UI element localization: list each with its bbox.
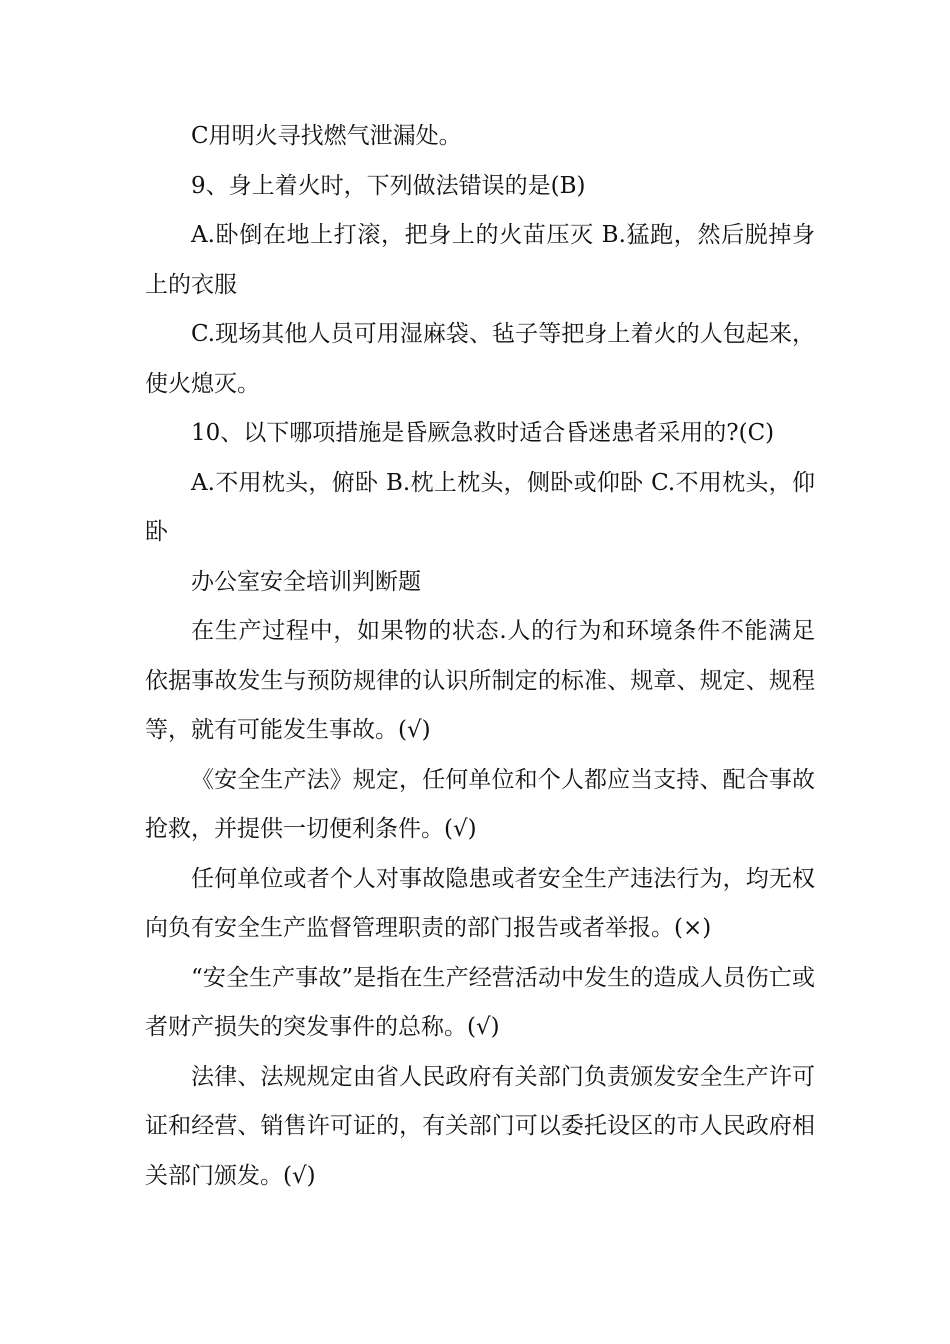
document-body — [145, 112, 815, 1201]
question-9-option-c: C.现场其他人员可用湿麻袋、毡子等把身上着火的人包起来，使火熄灭。 — [145, 321, 815, 397]
judgment-item-4: “安全生产事故”是指在生产经营活动中发生的造成人员伤亡或者财产损失的突发事件的总称。(√) — [145, 964, 815, 1040]
question-10: 10、以下哪项措施是昏厥急救时适合昏迷患者采用的?(C) — [191, 420, 775, 446]
judgment-item-2: 《安全生产法》规定，任何单位和个人都应当支持、配合事故抢救，并提供一切便利条件。(√) — [145, 766, 815, 842]
question-9-options-ab: A.卧倒在地上打滚，把身上的火苗压灭 B.猛跑，然后脱掉身上的衣服 — [145, 222, 815, 298]
question-9: 9、身上着火时，下列做法错误的是(B) — [191, 172, 586, 199]
judgment-item-5: 法律、法规规定由省人民政府有关部门负责颁发安全生产许可证和经营、销售许可证的，有关部门可以委托设区的市人民政府相关部门颁发。(√) — [145, 1063, 815, 1189]
judgment-item-1: 在生产过程中，如果物的状态.人的行为和环境条件不能满足依据事故发生与预防规律的认识所制定的标准、规章、规定、规程等，就有可能发生事故。(√) — [145, 618, 815, 743]
judgment-item-3: 任何单位或者个人对事故隐患或者安全生产违法行为，均无权向负有安全生产监督管理职责的部门报告或者举报。(×) — [145, 865, 815, 941]
section-heading: 办公室安全培训判断题 — [191, 568, 421, 595]
paragraph-option-c-open-flame: C用明火寻找燃气泄漏处。 — [191, 123, 462, 149]
question-10-options: A.不用枕头，俯卧 B.枕上枕头，侧卧或仰卧 C.不用枕头，仰卧 — [145, 469, 815, 545]
